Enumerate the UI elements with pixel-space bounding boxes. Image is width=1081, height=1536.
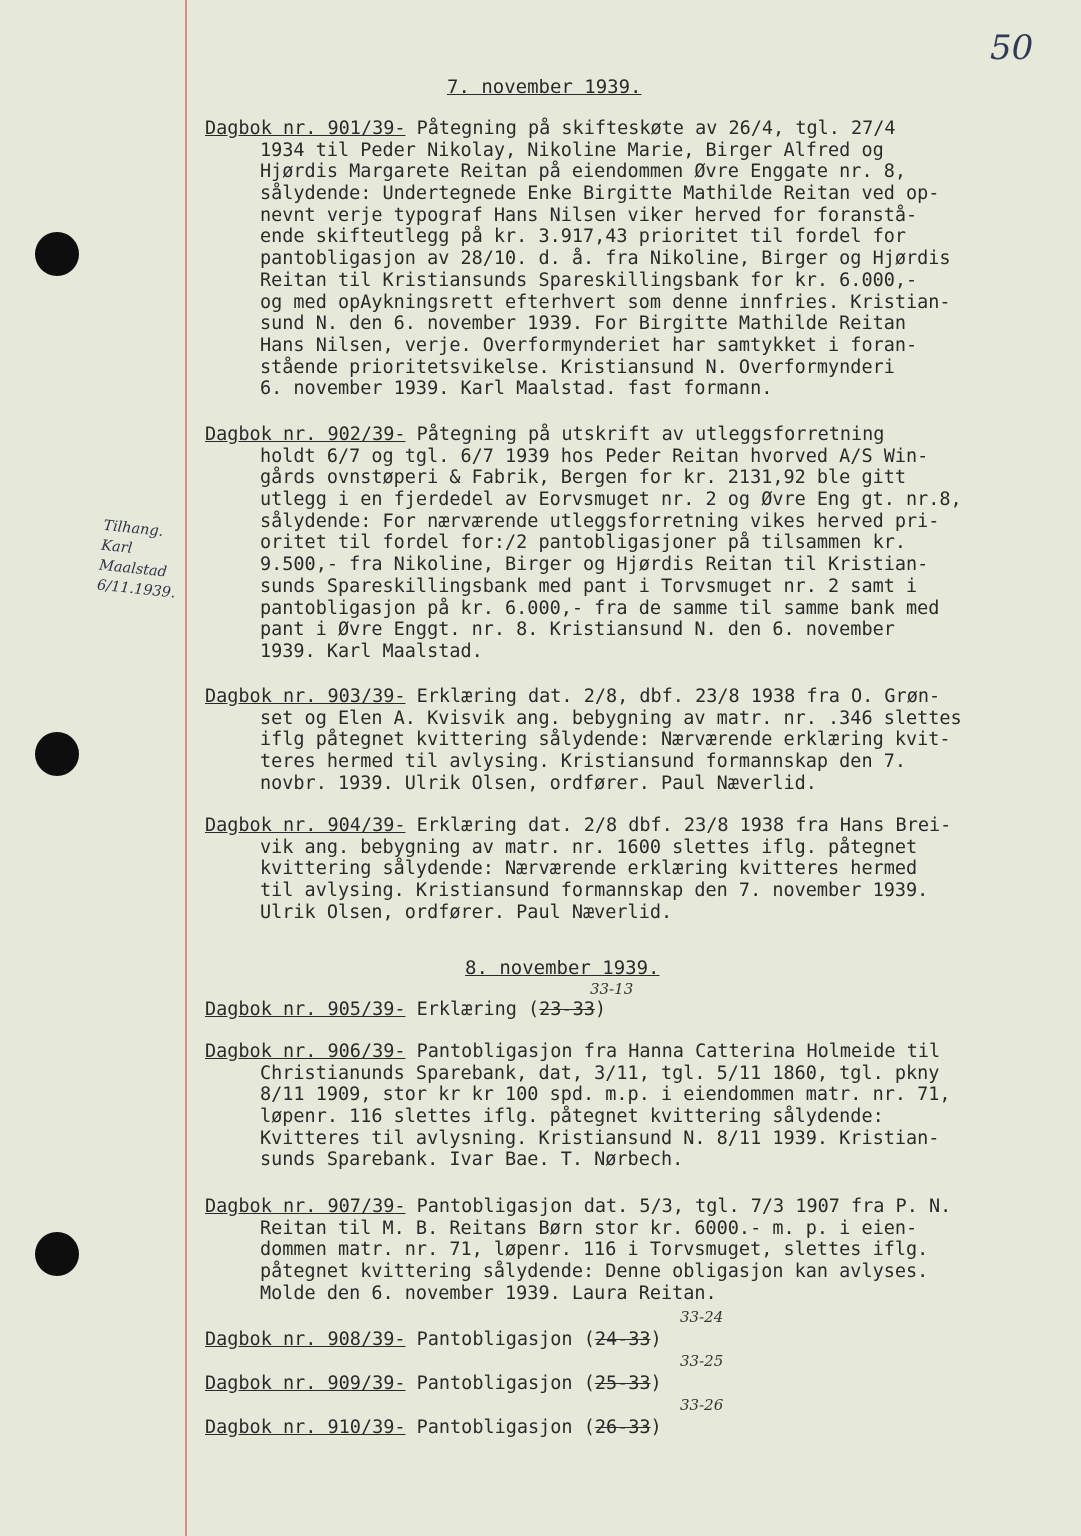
entry-line: sålydende: Undertegnede Enke Birgitte Mathilde Reitan ved op-	[260, 183, 940, 205]
entry-line: vik ang. bebygning av matr. nr. 1600 slettes iflg. påtegnet	[260, 836, 918, 858]
entry-text: Erklæring dat. 2/8 dbf. 23/8 1938 fra Hans Brei-	[416, 815, 952, 836]
entry-line: 8/11 1909, stor kr kr 100 spd. m.p. i eiendommen matr. nr. 71,	[260, 1084, 951, 1106]
entry-line: Hjørdis Margarete Reitan på eiendommen Øvre Enggate nr. 8,	[260, 161, 907, 183]
entry-line: Ulrik Olsen, ordfører. Paul Næverlid.	[260, 901, 673, 923]
entry-line: pantobligasjon på kr. 6.000,- fra de samme til samme bank med	[260, 597, 940, 619]
handwritten-ref-note: 33-26	[680, 1396, 724, 1414]
entry-line: 1939. Karl Maalstad.	[260, 640, 483, 662]
entry-text: Pantobligasjon	[416, 1329, 573, 1350]
entry-line: kvittering sålydende: Nærværende erklæring kvitteres hermed	[260, 858, 918, 880]
entry-text: Pantobligasjon fra Hanna Catterina Holmeide til	[416, 1041, 941, 1062]
entry-line: sund N. den 6. november 1939. For Birgitte Mathilde Reitan	[260, 313, 907, 335]
entry-text: Erklæring	[416, 999, 517, 1020]
date-heading: 8. november 1939.	[465, 957, 660, 979]
entry-ref: Dagbok nr. 902/39-	[205, 424, 406, 445]
entry-line: sunds Sparebank. Ivar Bae. T. Nørbech.	[260, 1149, 684, 1171]
entry-line: sunds Spareskillingsbank med pant i Torvsmuget nr. 2 samt i	[260, 575, 918, 597]
entry-line: iflg påtegnet kvittering sålydende: Nærværende erklæring kvit-	[260, 729, 951, 751]
entry-line: dommen matr. nr. 71, løpenr. 116 i Torvsmuget, slettes iflg.	[260, 1239, 929, 1261]
struck-ref: 25-33	[594, 1373, 651, 1394]
margin-note-line: Tilhang.	[102, 517, 165, 540]
entry-line: set og Elen A. Kvisvik ang. bebygning av matr. nr. .346 slettes	[260, 707, 962, 729]
punch-hole	[35, 1232, 79, 1276]
entry-line: stående prioritetsvikelse. Kristiansund N. Overformynderi	[260, 356, 895, 378]
entry-line: gårds ovnstøperi & Fabrik, Bergen for kr. 2131,92 ble gitt	[260, 467, 907, 489]
entry-ref: Dagbok nr. 904/39-	[205, 815, 406, 836]
journal-entry	[205, 118, 1065, 400]
punch-hole	[35, 732, 79, 776]
journal-entry-short: Dagbok nr. 910/39- Pantobligasjon (26-33)	[205, 1417, 662, 1438]
journal-entry-short: Dagbok nr. 905/39- Erklæring (23-33)	[205, 999, 606, 1020]
handwritten-ref-note: 33-24	[680, 1308, 724, 1326]
struck-ref: 26-33	[594, 1417, 651, 1438]
entry-ref: Dagbok nr. 906/39-	[205, 1041, 406, 1062]
entry-line: Molde den 6. november 1939. Laura Reitan.	[260, 1282, 717, 1304]
entry-ref: Dagbok nr. 901/39-	[205, 118, 406, 139]
entry-ref: Dagbok nr. 909/39-	[205, 1373, 406, 1394]
entry-line: 9.500,- fra Nikoline, Birger og Hjørdis Reitan til Kristian-	[260, 554, 929, 576]
journal-entry-short: Dagbok nr. 909/39- Pantobligasjon (25-33)	[205, 1373, 662, 1394]
entry-line: utlegg i en fjerdedel av Eorvsmuget nr. 2 og Øvre Eng gt. nr.8,	[260, 489, 962, 511]
entry-ref: Dagbok nr. 908/39-	[205, 1329, 406, 1350]
handwritten-margin-note	[96, 516, 189, 604]
margin-note-line: Karl Maalstad	[98, 537, 168, 581]
date-heading: 7. november 1939.	[447, 76, 642, 98]
entry-text: Erklæring dat. 2/8, dbf. 23/8 1938 fra O. Grøn-	[416, 686, 941, 707]
entry-line: sålydende: For nærværende utleggsforretning vikes herved pri-	[260, 510, 940, 532]
struck-ref: 23-33	[539, 999, 595, 1020]
journal-entry	[205, 1041, 1065, 1171]
handwritten-ref-note: 33-25	[680, 1352, 724, 1370]
entry-line: pantobligasjon av 28/10. d. å. fra Nikoline, Birger og Hjørdis	[260, 248, 951, 270]
entry-line: Hans Nilsen, verje. Overformynderiet har samtykket i foran-	[260, 334, 918, 356]
entry-line: Reitan til M. B. Reitans Børn stor kr. 6000.- m. p. i eien-	[260, 1217, 918, 1239]
entry-line: Christianunds Sparebank, dat, 3/11, tgl. 5/11 1860, tgl. pkny	[260, 1062, 940, 1084]
struck-ref: 24-33	[594, 1329, 651, 1350]
entry-line: 1934 til Peder Nikolay, Nikoline Marie, Birger Alfred og	[260, 139, 884, 161]
page-number: 50	[990, 28, 1034, 68]
margin-note-line: 6/11.1939.	[96, 577, 177, 602]
journal-entry	[205, 686, 1065, 794]
journal-entry	[205, 424, 1065, 663]
entry-line: 6. november 1939. Karl Maalstad. fast formann.	[260, 378, 773, 400]
entry-line: nevnt verje typograf Hans Nilsen viker herved for foranstå-	[260, 204, 918, 226]
red-margin-line	[185, 0, 187, 1536]
entry-ref: Dagbok nr. 903/39-	[205, 686, 406, 707]
journal-entry	[205, 1196, 1065, 1304]
entry-line: ende skifteutlegg på kr. 3.917,43 prioritet til fordel for	[260, 226, 907, 248]
handwritten-ref-note: 33-13	[590, 980, 634, 998]
punch-hole	[35, 232, 79, 276]
entry-text: Pantobligasjon	[416, 1417, 573, 1438]
journal-entry	[205, 815, 1065, 923]
entry-line: til avlysing. Kristiansund formannskap den 7. november 1939.	[260, 880, 929, 902]
entry-line: pant i Øvre Enggt. nr. 8. Kristiansund N. den 6. november	[260, 619, 895, 641]
entry-text: Pantobligasjon	[416, 1373, 573, 1394]
entry-text: Påtegning på utskrift av utleggsforretning	[416, 424, 885, 445]
journal-entry-short: Dagbok nr. 908/39- Pantobligasjon (24-33)	[205, 1329, 662, 1350]
entry-ref: Dagbok nr. 907/39-	[205, 1196, 406, 1217]
entry-line: løpenr. 116 slettes iflg. påtegnet kvittering sålydende:	[260, 1106, 884, 1128]
entry-text: Pantobligasjon dat. 5/3, tgl. 7/3 1907 fra P. N.	[416, 1196, 952, 1217]
entry-text: Påtegning på skifteskøte av 26/4, tgl. 27/4	[416, 118, 896, 139]
entry-ref: Dagbok nr. 905/39-	[205, 999, 406, 1020]
entry-ref: Dagbok nr. 910/39-	[205, 1417, 406, 1438]
entry-line: holdt 6/7 og tgl. 6/7 1939 hos Peder Reitan hvorved A/S Win-	[260, 445, 929, 467]
entry-line: novbr. 1939. Ulrik Olsen, ordfører. Paul Næverlid.	[260, 772, 817, 794]
entry-line: teres hermed til avlysing. Kristiansund formannskap den 7.	[260, 751, 907, 773]
entry-line: oritet til fordel for:/2 pantobligasjoner på tilsammen kr.	[260, 532, 907, 554]
entry-line: Kvitteres til avlysning. Kristiansund N. 8/11 1939. Kristian-	[260, 1127, 940, 1149]
entry-line: Reitan til Kristiansunds Spareskillingsbank for kr. 6.000,-	[260, 269, 918, 291]
entry-line: påtegnet kvittering sålydende: Denne obligasjon kan avlyses.	[260, 1261, 929, 1283]
entry-line: og med opAykningsrett efterhvert som denne innfries. Kristian-	[260, 291, 951, 313]
